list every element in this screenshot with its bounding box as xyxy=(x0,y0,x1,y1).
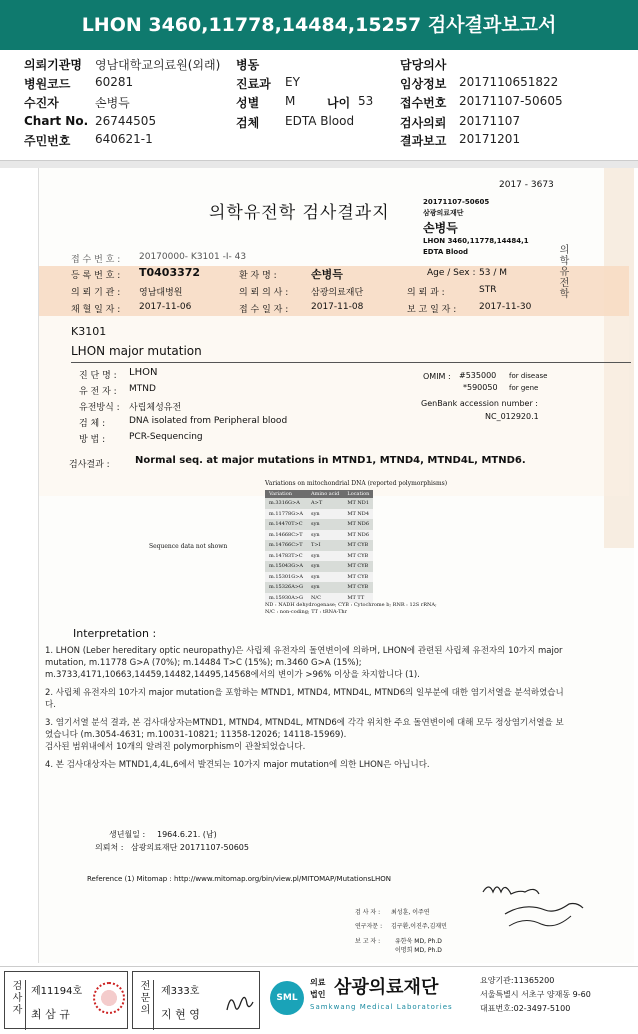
label-hosp-code: 병원코드 xyxy=(24,77,71,91)
table-cell: syn xyxy=(307,561,343,572)
table-cell: m.3316G>A xyxy=(265,498,307,509)
highlight-band-light xyxy=(39,316,629,496)
sign-reporter-1: 유한욱 MD, Ph.D xyxy=(395,938,442,945)
specimen-value: DNA isolated from Peripheral blood xyxy=(129,416,288,426)
label-resident-no: 주민번호 xyxy=(24,134,71,148)
age-sex: 53 / M xyxy=(479,268,507,278)
table-cell: m.15930A>G xyxy=(265,593,307,604)
table-cell: m.15301G>A xyxy=(265,572,307,583)
section-rule xyxy=(71,362,631,363)
interp-title: Interpretation : xyxy=(73,627,157,640)
age-sex-label: Age / Sex : xyxy=(427,268,476,278)
table-row xyxy=(265,582,373,593)
value-chart-no: 26744505 xyxy=(95,114,157,128)
value-sex: M xyxy=(285,94,296,108)
table-cell: m.15326A>G xyxy=(265,582,307,593)
examiner-box xyxy=(4,971,128,1029)
table-footnote-2: N/C : non-coding; TT : tRNA-Thr xyxy=(265,609,348,615)
value-hosp-code: 60281 xyxy=(95,75,134,89)
req-no-label: 의뢰처 : xyxy=(95,843,124,852)
signature-scribble xyxy=(475,874,595,944)
table-cell: A>T xyxy=(307,498,343,509)
gene-value: MTND xyxy=(129,384,156,394)
specialist-box xyxy=(132,971,260,1029)
value-patient: 손병득 xyxy=(95,96,130,110)
table-header-row xyxy=(265,490,373,498)
label-clinical-info: 임상정보 xyxy=(400,77,447,91)
table-footnote: ND : NADH dehydrogenase; CYB : Cytochrome b; RNR : 12S rRNA; xyxy=(265,602,437,608)
gene-label: 유 전 자 : xyxy=(79,387,117,397)
omim-gene-note: for gene xyxy=(509,384,539,392)
value-clinical-info: 2017110651822 xyxy=(459,75,559,89)
method-value: PCR-Sequencing xyxy=(129,432,203,442)
table-row xyxy=(265,572,373,583)
table-cell: syn xyxy=(307,530,343,541)
table-cell: MT CYB xyxy=(343,551,373,562)
reception-no: 20170000- K3101 -I- 43 xyxy=(139,252,247,262)
specialist-box-label: 전문의 xyxy=(136,980,154,1030)
collect-date-label: 채 혈 일 자 : xyxy=(71,305,121,315)
birth-value: 1964.6.21. (남) xyxy=(157,830,217,839)
birth-label: 생년월일 : xyxy=(109,830,146,839)
label-patient: 수진자 xyxy=(24,96,59,110)
table-header-location: Location xyxy=(343,490,373,498)
inherit-label: 유전방식 : xyxy=(79,403,120,413)
result-label: 검사결과 : xyxy=(69,460,110,470)
reg-no: T0403372 xyxy=(139,266,201,279)
page-title: LHON 3460,11778,14484,15257 검사결과보고서 xyxy=(0,0,638,50)
specimen-label: 검 체 : xyxy=(79,419,106,429)
sticker-line5: EDTA Blood xyxy=(423,248,469,256)
omim-disease-note: for disease xyxy=(509,372,548,380)
table-cell: m.14470T>C xyxy=(265,519,307,530)
label-test-request: 검사의뢰 xyxy=(400,116,447,130)
genbank-label: GenBank accession number : xyxy=(421,399,538,408)
collect-date: 2017-11-06 xyxy=(139,302,192,312)
table-header-variation: Variation xyxy=(265,490,307,498)
report-date-label: 보 고 일 자 : xyxy=(407,305,457,315)
req-no-value: 삼광의료재단 20171107-50605 xyxy=(131,843,249,852)
org-prefix-2: 법인 xyxy=(310,990,326,999)
table-cell: MT CYB xyxy=(343,540,373,551)
report-header xyxy=(0,54,638,154)
table-cell: MT CYB xyxy=(343,561,373,572)
label-age: 나이 xyxy=(327,96,351,110)
table-caption: Variations on mitochondrial DNA (reported polymorphisms) xyxy=(265,480,448,487)
org-code: 요양기관:11365200 xyxy=(480,976,555,985)
label-result-report: 결과보고 xyxy=(400,134,447,148)
patient-label: 환 자 명 : xyxy=(239,271,277,281)
org-prefix-1: 의료 xyxy=(310,978,326,987)
diag-value: LHON xyxy=(129,367,158,378)
interpretation xyxy=(45,645,565,777)
sign-reporter-label: 보 고 자 : xyxy=(355,938,381,945)
footer xyxy=(0,966,638,1034)
genbank-value: NC_012920.1 xyxy=(485,412,539,421)
value-specimen: EDTA Blood xyxy=(285,114,355,128)
reg-no-label: 등 록 번 호 : xyxy=(71,271,121,281)
table-cell: syn xyxy=(307,582,343,593)
org-english: Samkwang Medical Laboratories xyxy=(310,1003,453,1011)
side-vertical-label: 의학유전학 xyxy=(557,244,568,299)
table-cell: syn xyxy=(307,509,343,520)
table-row xyxy=(265,530,373,541)
interp-paragraph-4: 4. 본 검사대상자는 MTND1,4,4L,6에서 발견되는 10가지 major mutation에 의한 LHON은 아닙니다. xyxy=(45,760,430,770)
interp-paragraph-3: 3. 염기서열 분석 결과, 본 검사대상자는MTND1, MTND4, MTND4L, MTND6에 각각 위치한 주요 돌연변이에 대해 모두 정상염기서열을 보였습니다 (m.3054-4631; m.10031-10821; 11358-12026; 14118-15969). xyxy=(45,718,564,740)
req-inst: 영남대병원 xyxy=(139,288,183,298)
examiner-box-label: 검사자 xyxy=(8,980,26,1030)
value-receipt-no: 20171107-50605 xyxy=(459,94,563,108)
req-doc: 삼광의료재단 xyxy=(311,288,364,298)
sign-reporter-2: 이명희 MD, Ph.D xyxy=(395,947,442,954)
table-cell: m.14783T>C xyxy=(265,551,307,562)
sign-examiner-label: 검 사 자 : xyxy=(355,909,381,916)
interp-paragraph-1: 1. LHON (Leber hereditary optic neuropathy)은 사립체 유전자의 돌연변이에 의하며, LHON에 관련된 사립체 유전자의 10가지 major mutation, m.11778 G>A (70%); m.14484 T>C (15%); m.3460 G>A (15%); m.3733,4171,10663,14459,14482,14495,14568에서의 변이가 >96% 이상을 차지합니다 (1). xyxy=(45,646,563,680)
sign-research: 김구환,이진주,김재민 xyxy=(391,923,447,930)
label-ward: 병동 xyxy=(236,58,260,72)
sticker-line2: 삼광의료재단 xyxy=(423,209,464,217)
sml-logo-icon: SML xyxy=(270,981,304,1015)
doc-title: 의학유전학 검사결과지 xyxy=(209,203,390,223)
label-receipt-no: 접수번호 xyxy=(400,96,447,110)
table-cell: m.15043G>A xyxy=(265,561,307,572)
table-cell: MT ND6 xyxy=(343,519,373,530)
table-cell: m.11778G>A xyxy=(265,509,307,520)
table-row xyxy=(265,519,373,530)
sign-research-label: 연구자문 : xyxy=(355,923,383,930)
result-value: Normal seq. at major mutations in MTND1, MTND4, MTND4L, MTND6. xyxy=(135,455,526,466)
table-cell: T>I xyxy=(307,540,343,551)
table-cell: MT ND1 xyxy=(343,498,373,509)
label-sex: 성별 xyxy=(236,96,260,110)
specialist-signature-icon xyxy=(223,990,255,1016)
table-header-amino: Amino acid xyxy=(307,490,343,498)
interp-paragraph-2: 2. 사립체 유전자의 10가지 major mutation을 포함하는 MTND1, MTND4, MTND4L, MTND6의 일부분에 대한 염기서열을 분석하였습니다. xyxy=(45,688,564,710)
req-doc-label: 의 뢰 의 사 : xyxy=(239,288,289,298)
year-ref: 2017 - 3673 xyxy=(499,180,554,190)
value-req-inst: 영남대학교의료원(외래) xyxy=(95,58,221,72)
value-test-request: 20171107 xyxy=(459,114,521,128)
value-age: 53 xyxy=(358,94,374,108)
inherit-value: 사립체성유전 xyxy=(129,403,182,413)
table-cell: m.14766C>T xyxy=(265,540,307,551)
diag-label: 진 단 명 : xyxy=(79,371,117,381)
table-cell: MT ND4 xyxy=(343,509,373,520)
test-name: LHON major mutation xyxy=(71,344,202,358)
table-cell: N/C xyxy=(307,593,343,604)
sticker-line1: 20171107-50605 xyxy=(423,198,490,206)
examiner-seal-icon xyxy=(93,982,125,1014)
sign-examiner: 최성훈, 이주연 xyxy=(391,909,430,916)
table-cell: m.14668C>T xyxy=(265,530,307,541)
method-label: 방 법 : xyxy=(79,435,106,445)
label-dept: 진료과 xyxy=(236,77,271,91)
value-dept: EY xyxy=(285,75,300,89)
table-cell: syn xyxy=(307,519,343,530)
table-cell: syn xyxy=(307,572,343,583)
table-cell: syn xyxy=(307,551,343,562)
header-divider xyxy=(0,160,638,168)
label-doctor: 담당의사 xyxy=(400,58,447,72)
sequence-note: Sequence data not shown xyxy=(149,543,228,550)
receive-date: 2017-11-08 xyxy=(311,302,364,312)
req-dept: STR xyxy=(479,285,497,295)
sticker-name: 손병득 xyxy=(423,221,458,235)
test-code: K3101 xyxy=(71,325,107,338)
org-phone: 대표번호:02-3497-5100 xyxy=(480,1004,571,1013)
report-date: 2017-11-30 xyxy=(479,302,532,312)
table-row xyxy=(265,509,373,520)
examiner-license: 제11194호 xyxy=(31,986,83,997)
sticker-line4: LHON 3460,11778,14484,1 xyxy=(423,237,529,245)
label-chart-no: Chart No. xyxy=(24,114,89,128)
table-cell: MT CYB xyxy=(343,582,373,593)
label-req-inst: 의뢰기관명 xyxy=(24,58,82,72)
org-address: 서울특별시 서초구 양재동 9-60 xyxy=(480,990,591,999)
interp-paragraph-3b: 검사된 범위내에서 10개의 알려진 polymorphism이 관찰되었습니다. xyxy=(45,742,306,752)
reference: Reference (1) Mitomap : http://www.mitomap.org/bin/view.pl/MITOMAP/MutationsLHON xyxy=(87,875,392,883)
scanned-report xyxy=(38,168,634,963)
reception-no-label: 접 수 번 호 : xyxy=(71,255,121,265)
table-row xyxy=(265,540,373,551)
req-inst-label: 의 뢰 기 관 : xyxy=(71,288,121,298)
table-row xyxy=(265,498,373,509)
value-resident-no: 640621-1 xyxy=(95,132,153,146)
table-cell: MT CYB xyxy=(343,572,373,583)
org-name: 삼광의료재단 xyxy=(334,977,439,998)
table-row xyxy=(265,561,373,572)
table-cell: MT TT xyxy=(343,593,373,604)
table-row xyxy=(265,551,373,562)
receive-date-label: 접 수 일 자 : xyxy=(239,305,289,315)
examiner-name: 최 삼 규 xyxy=(31,1008,70,1021)
specialist-license: 제333호 xyxy=(161,986,200,997)
value-result-report: 20171201 xyxy=(459,132,521,146)
specialist-name: 지 현 영 xyxy=(161,1008,200,1021)
omim-disease: #535000 xyxy=(459,371,497,380)
variation-table xyxy=(265,490,373,603)
omim-gene: *590050 xyxy=(463,383,498,392)
req-dept-label: 의 뢰 과 : xyxy=(407,288,445,298)
patient-name: 손병득 xyxy=(311,268,343,281)
label-specimen: 검체 xyxy=(236,116,260,130)
omim-label: OMIM : xyxy=(423,372,451,381)
table-cell: MT ND6 xyxy=(343,530,373,541)
